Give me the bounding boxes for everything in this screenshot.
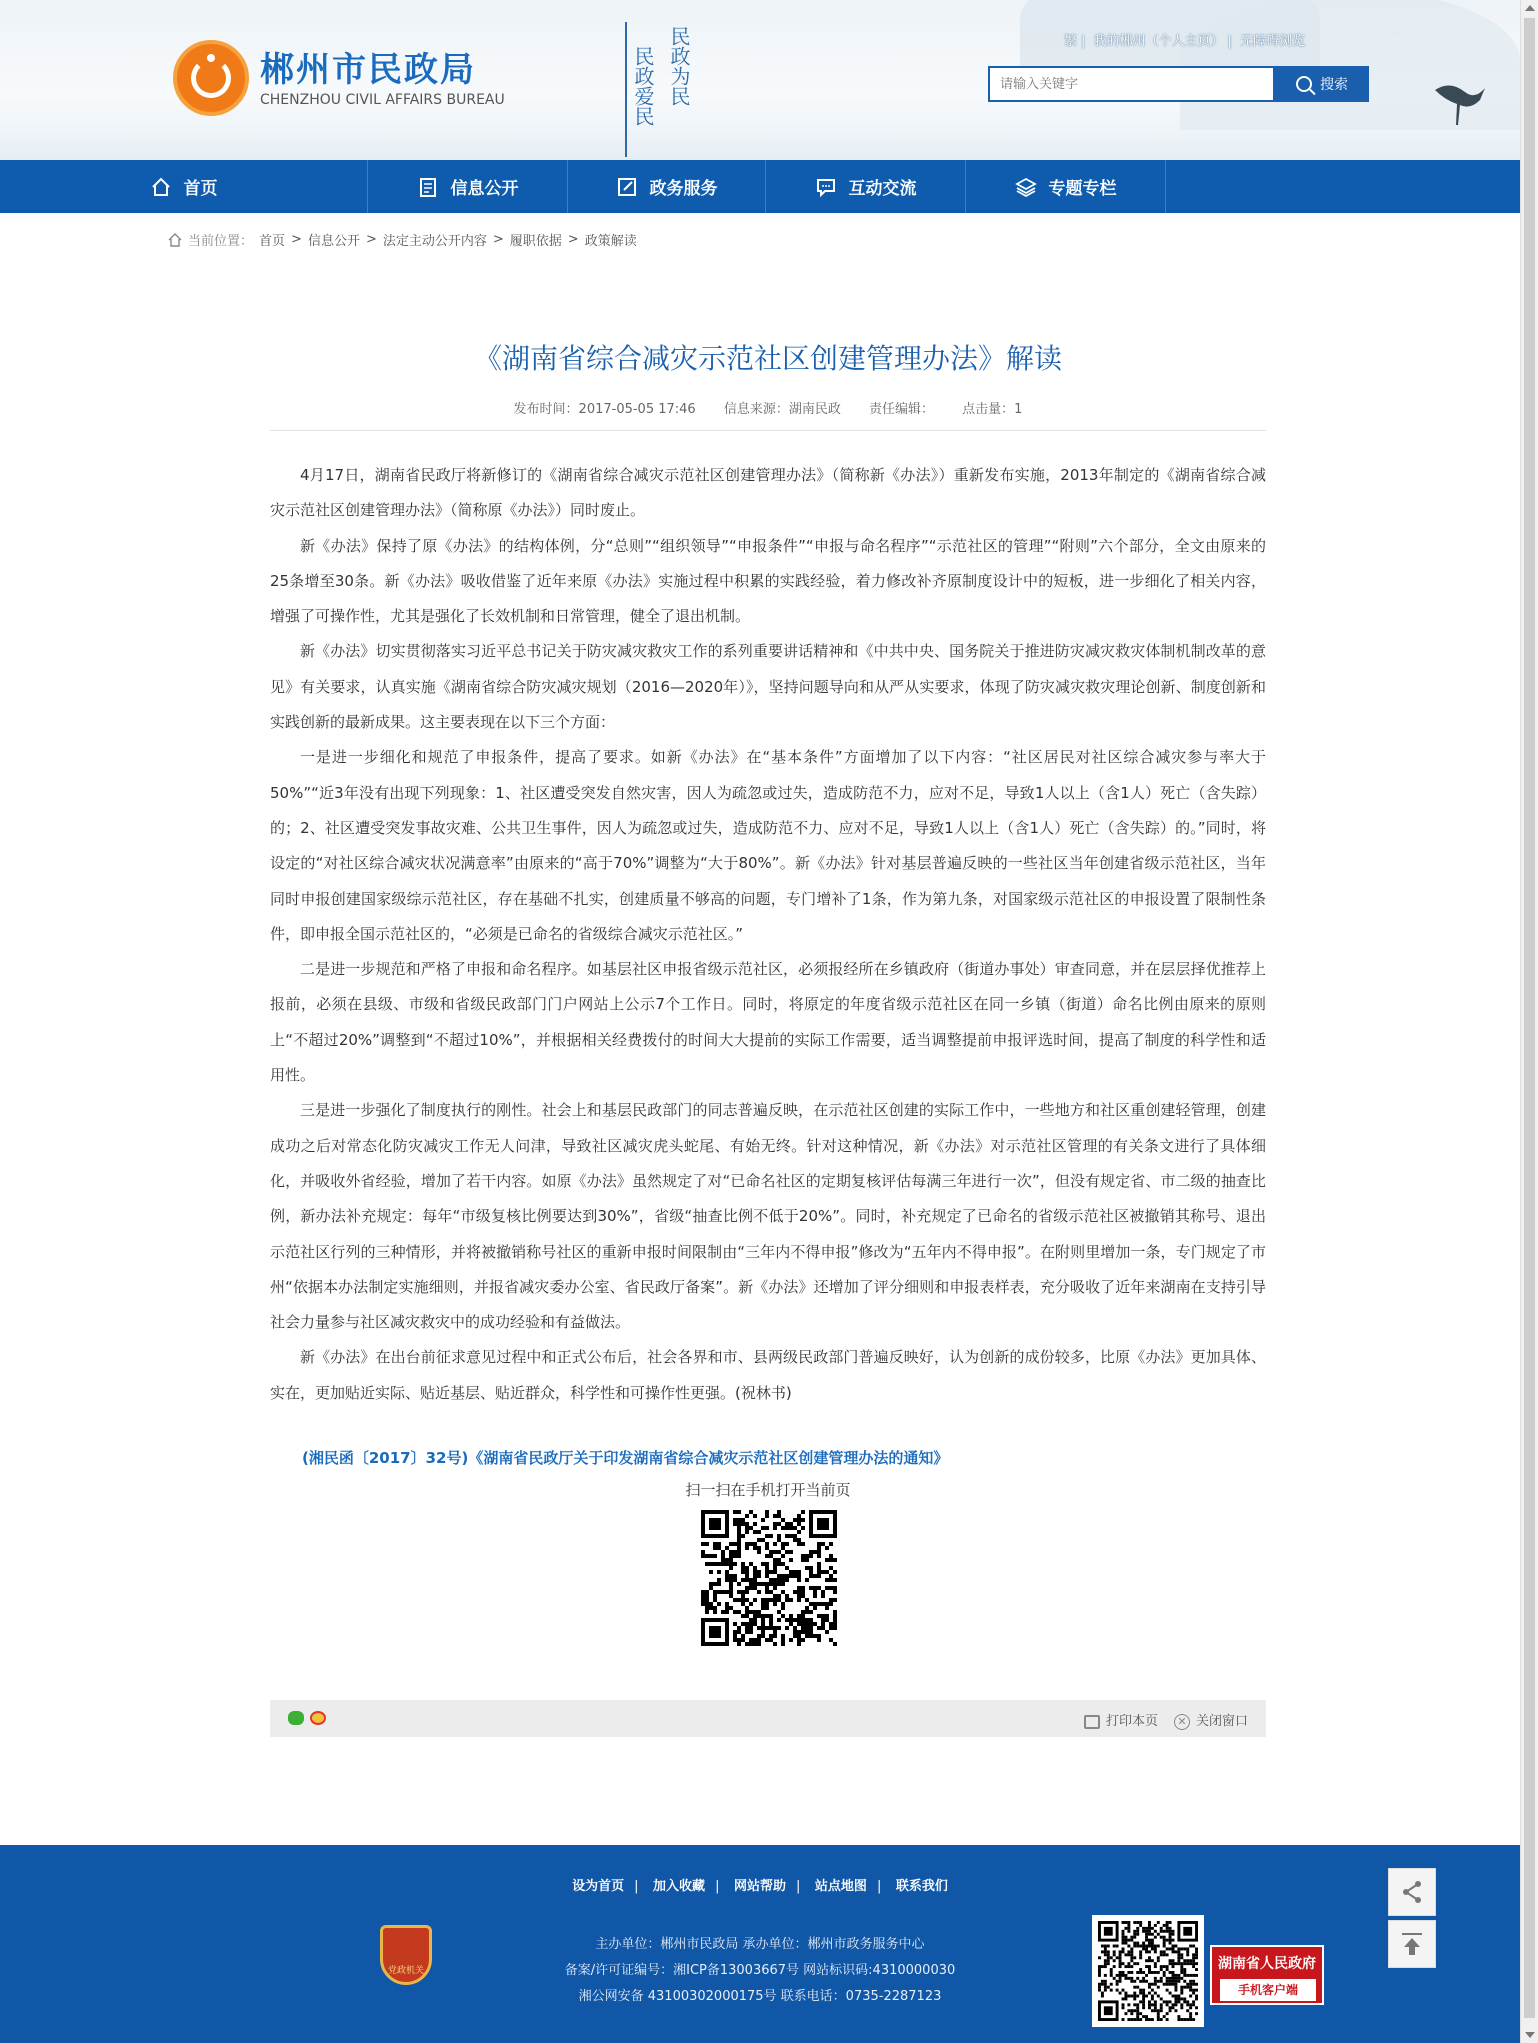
share-icon xyxy=(1398,1878,1426,1906)
share-float-button[interactable] xyxy=(1388,1868,1436,1916)
nav-item-services[interactable] xyxy=(568,160,766,213)
article-title: 《湖南省综合减灾示范社区创建管理办法》解读 xyxy=(473,342,1062,375)
paragraph: 二是进一步规范和严格了申报和命名程序。如基层社区申报省级示范社区，必须报经所在乡镇政府（街道办事处）审查同意，并在层层择优推荐上报前，必须在县级、市级和省级民政部门门户网站上公示7个工作日。同时，将原定的年度省级示范社区在同一乡镇（街道）命名比例由原来的原则上“不超过20%”调整到“不超过10%”，并根据相关经费拨付的时间大大提前的实际工作需要，适当调整提前申报评选时间，提高了制度的科学性和适用性。 xyxy=(270,960,1266,1085)
badge-text: 党政机关 xyxy=(387,1966,424,1976)
paragraph: 4月17日，湖南省民政厅将新修订的《湖南省综合减灾示范社区创建管理办法》（简称新《办法》）重新发布实施，2013年制定的《湖南省综合减灾示范社区创建管理办法》（简称原《办法》）同时废止。 xyxy=(270,466,1266,520)
info-source: 信息来源：湖南民政 xyxy=(723,402,841,417)
nav-item-home[interactable] xyxy=(0,160,368,213)
crane-icon xyxy=(1430,70,1490,130)
print-label: 打印本页 xyxy=(1105,1714,1158,1730)
site-subtitle: CHENZHOU CIVIL AFFAIRS BUREAU xyxy=(260,92,505,108)
paragraph: 新《办法》切实贯彻落实习近平总书记关于防灾减灾救灾工作的系列重要讲话精神和《中共中央、国务院关于推进防灾减灾救灾体制机制改革的意见》有关要求，认真实施《湖南省综合防灾减灾规划（2016—2020年）》，坚持问题导向和从严从实要求，体现了防灾减灾救灾理论创新、制度创新和实践创新的最新成果。这主要表现在以下三个方面： xyxy=(270,642,1266,732)
footer-link-favorite[interactable]: 加入收藏 xyxy=(653,1879,706,1894)
home-icon xyxy=(168,233,182,247)
slogan-right: 民政为民 xyxy=(667,26,691,106)
breadcrumb-sep: > xyxy=(365,232,377,247)
nav-label-topics: 专题专栏 xyxy=(1048,179,1117,199)
breadcrumb-prefix: 当前位置： xyxy=(188,234,254,249)
traditional-chinese-link[interactable]: 繁 xyxy=(1064,34,1078,49)
weibo-icon[interactable] xyxy=(310,1711,326,1725)
arrow-up-icon xyxy=(1398,1930,1426,1958)
footer-qr-code xyxy=(1092,1915,1204,2027)
footer-icp: 备案/许可证编号：湘ICP备13003667号 网站标识码:4310000030 xyxy=(564,1963,956,1978)
nav-label-interaction: 互动交流 xyxy=(848,179,917,199)
slogan xyxy=(625,22,691,157)
editor: 责任编辑： xyxy=(869,402,935,417)
footer-police: 湘公网安备 43100302000175号 联系电话：0735-2287123 xyxy=(578,1989,942,2004)
edit-icon xyxy=(616,176,638,198)
close-window-button[interactable] xyxy=(1174,1710,1248,1730)
nav-label-home: 首页 xyxy=(183,179,218,199)
paragraph: 三是进一步强化了制度执行的刚性。社会上和基层民政部门的同志普遍反映，在示范社区创建的实际工作中，一些地方和社区重创建轻管理，创建成功之后对常态化防灾减灾工作无人问津，导致社区减灾虎头蛇尾、有始无终。针对这种情况，新《办法》对示范社区管理的有关条文进行了具体细化，并吸收外省经验，增加了若干内容。如原《办法》虽然规定了对“已命名社区的定期复核评估每满三年进行一次”，但没有规定省、市二级的抽查比例，新办法补充规定：每年“市级复核比例要达到30%”，省级“抽查比例不低于20%”。同时，补充规定了已命名的省级示范社区被撤销其称号、退出示范社区行列的三种情形，并将被撤销称号社区的重新申报时间限制由“三年内不得申报”修改为“五年内不得申报”。在附则里增加一条，专门规定了市州“依据本办法制定实施细则，并报省减灾委办公室、省民政厅备案”。新《办法》还增加了评分细则和申报表样表，充分吸收了近年来湖南在支持引导社会力量参与社区减灾救灾中的成功经验和有益做法。 xyxy=(270,1101,1266,1332)
back-to-top-button[interactable] xyxy=(1388,1920,1436,1968)
layers-icon xyxy=(1015,176,1037,198)
breadcrumb-sep: > xyxy=(567,232,579,247)
search-button-label: 搜索 xyxy=(1320,77,1348,93)
party-gov-badge-icon[interactable] xyxy=(380,1925,432,1985)
footer-link-contact[interactable]: 联系我们 xyxy=(895,1879,948,1894)
footer-sep: | xyxy=(876,1879,882,1894)
site-footer xyxy=(0,1845,1520,2043)
nav-label-services: 政务服务 xyxy=(649,179,718,199)
page-tools xyxy=(1084,1710,1248,1730)
slogan-left: 民政爱民 xyxy=(631,46,655,126)
hunan-gov-app-link[interactable] xyxy=(1210,1945,1324,2005)
top-links: 繁 | 我的郴州（个人主页） | 无障碍浏览 xyxy=(1064,34,1306,49)
qr-code-icon xyxy=(701,1510,837,1646)
search-button[interactable] xyxy=(1275,66,1369,102)
publish-time: 发布时间：2017-05-05 17:46 xyxy=(513,402,696,417)
document-icon xyxy=(417,176,439,198)
printer-icon xyxy=(1084,1715,1100,1729)
nav-item-interaction[interactable] xyxy=(766,160,966,213)
paragraph: 一是进一步细化和规范了申报条件，提高了要求。如新《办法》在“基本条件”方面增加了以下内容：“社区居民对社区综合减灾参与率大于50%”“近3年没有出现下列现象：1、社区遭受突发自然灾害，因人为疏忽或过失，造成防范不力，应对不足，导致1人以上（含1人）死亡（含失踪）的；2、社区遭受突发事故灾难、公共卫生事件，因人为疏忽或过失，造成防范不力、应对不足，导致1人以上（含1人）死亡（含失踪）的。”同时，将设定的“对社区综合减灾状况满意率”由原来的“高于70%”调整为“大于80%”。新《办法》针对基层普遍反映的一些社区当年创建省级示范社区，当年同时申报创建国家级综示范社区，存在基础不扎实，创建质量不够高的问题，专门增补了1条，作为第九条，对国家级示范社区的申报设置了限制性条件，即申报全国示范社区的，“必须是已命名的省级综合减灾示范社区。” xyxy=(270,748,1266,943)
footer-sep: | xyxy=(715,1879,720,1894)
main-nav xyxy=(0,160,1520,213)
close-label: 关闭窗口 xyxy=(1195,1714,1248,1729)
breadcrumb-item-home[interactable]: 首页 xyxy=(259,234,286,249)
paragraph: 新《办法》保持了原《办法》的结构体例，分“总则”“组织领导”“申报条件”“申报与命名程序”“示范社区的管理”“附则”六个部分，全文由原来的25条增至30条。新《办法》吸收借鉴了近年来原《办法》实施过程中积累的实践经验，着力修改补齐原制度设计中的短板，进一步细化了相关内容，增强了可操作性，尤其是强化了长效机制和日常管理，健全了退出机制。 xyxy=(270,536,1266,626)
wechat-icon[interactable] xyxy=(288,1711,304,1725)
breadcrumb-item-info[interactable]: 信息公开 xyxy=(307,234,360,249)
close-icon: ✕ xyxy=(1174,1714,1190,1730)
nav-label-info: 信息公开 xyxy=(450,179,519,199)
nav-item-topics[interactable] xyxy=(966,160,1166,213)
click-count: 点击量：1 xyxy=(962,402,1023,417)
accessibility-link[interactable]: 无障碍浏览 xyxy=(1240,34,1306,49)
footer-links xyxy=(0,1875,1520,1894)
site-header xyxy=(0,0,1520,160)
nav-item-info[interactable] xyxy=(368,160,568,213)
breadcrumb-item-basis[interactable]: 履职依据 xyxy=(509,234,562,249)
gov-title: 湖南省人民政府 xyxy=(1218,1956,1316,1972)
footer-link-help[interactable]: 网站帮助 xyxy=(733,1879,786,1894)
footer-link-set-home[interactable]: 设为首页 xyxy=(572,1879,625,1894)
breadcrumb-item-policy[interactable]: 政策解读 xyxy=(584,234,637,249)
gov-app-label: 手机客户端 xyxy=(1220,1979,1316,2001)
scrollbar[interactable] xyxy=(1520,0,1538,2043)
scroll-down-icon[interactable] xyxy=(1525,2032,1535,2038)
breadcrumb-item-statutory[interactable]: 法定主动公开内容 xyxy=(382,234,487,249)
qr-code-icon xyxy=(1098,1921,1198,2021)
chat-icon xyxy=(815,176,837,198)
footer-sep: | xyxy=(796,1879,801,1894)
scrollbar-thumb[interactable] xyxy=(1524,18,1535,2018)
logo-icon[interactable] xyxy=(173,40,249,116)
search-icon xyxy=(1296,76,1312,92)
divider xyxy=(270,430,1266,431)
home-icon xyxy=(150,176,172,198)
my-chenzhou-link[interactable]: 我的郴州（个人主页） xyxy=(1093,34,1224,49)
print-button[interactable] xyxy=(1084,1710,1158,1729)
footer-organizer: 主办单位：郴州市民政局 承办单位：郴州市政务服务中心 xyxy=(595,1937,925,1952)
breadcrumb-sep: > xyxy=(291,232,302,247)
breadcrumb xyxy=(168,230,637,249)
site-title[interactable]: 郴州市民政局 xyxy=(260,50,476,90)
share-icons xyxy=(288,1711,326,1725)
scan-tip: 扫一扫在手机打开当前页 xyxy=(685,1481,851,1499)
article-meta xyxy=(270,398,1266,417)
share-bar xyxy=(270,1700,1266,1737)
breadcrumb-sep: > xyxy=(492,232,504,247)
footer-sep: | xyxy=(634,1879,639,1894)
attachment-link[interactable]: (湘民函〔2017〕32号)《湖南省民政厅关于印发湖南省综合减灾示范社区创建管理办法的通知》 xyxy=(302,1449,949,1467)
footer-link-sitemap[interactable]: 站点地图 xyxy=(814,1879,867,1894)
article-body xyxy=(270,458,1266,1411)
scroll-up-icon[interactable] xyxy=(1525,5,1535,11)
search-box xyxy=(988,66,1275,102)
search-input[interactable] xyxy=(990,68,1273,100)
paragraph: 新《办法》在出台前征求意见过程中和正式公布后，社会各界和市、县两级民政部门普遍反映好，认为创新的成份较多，比原《办法》更加具体、实在，更加贴近实际、贴近基层、贴近群众，科学性和可操作性更强。(祝林书) xyxy=(270,1348,1266,1402)
